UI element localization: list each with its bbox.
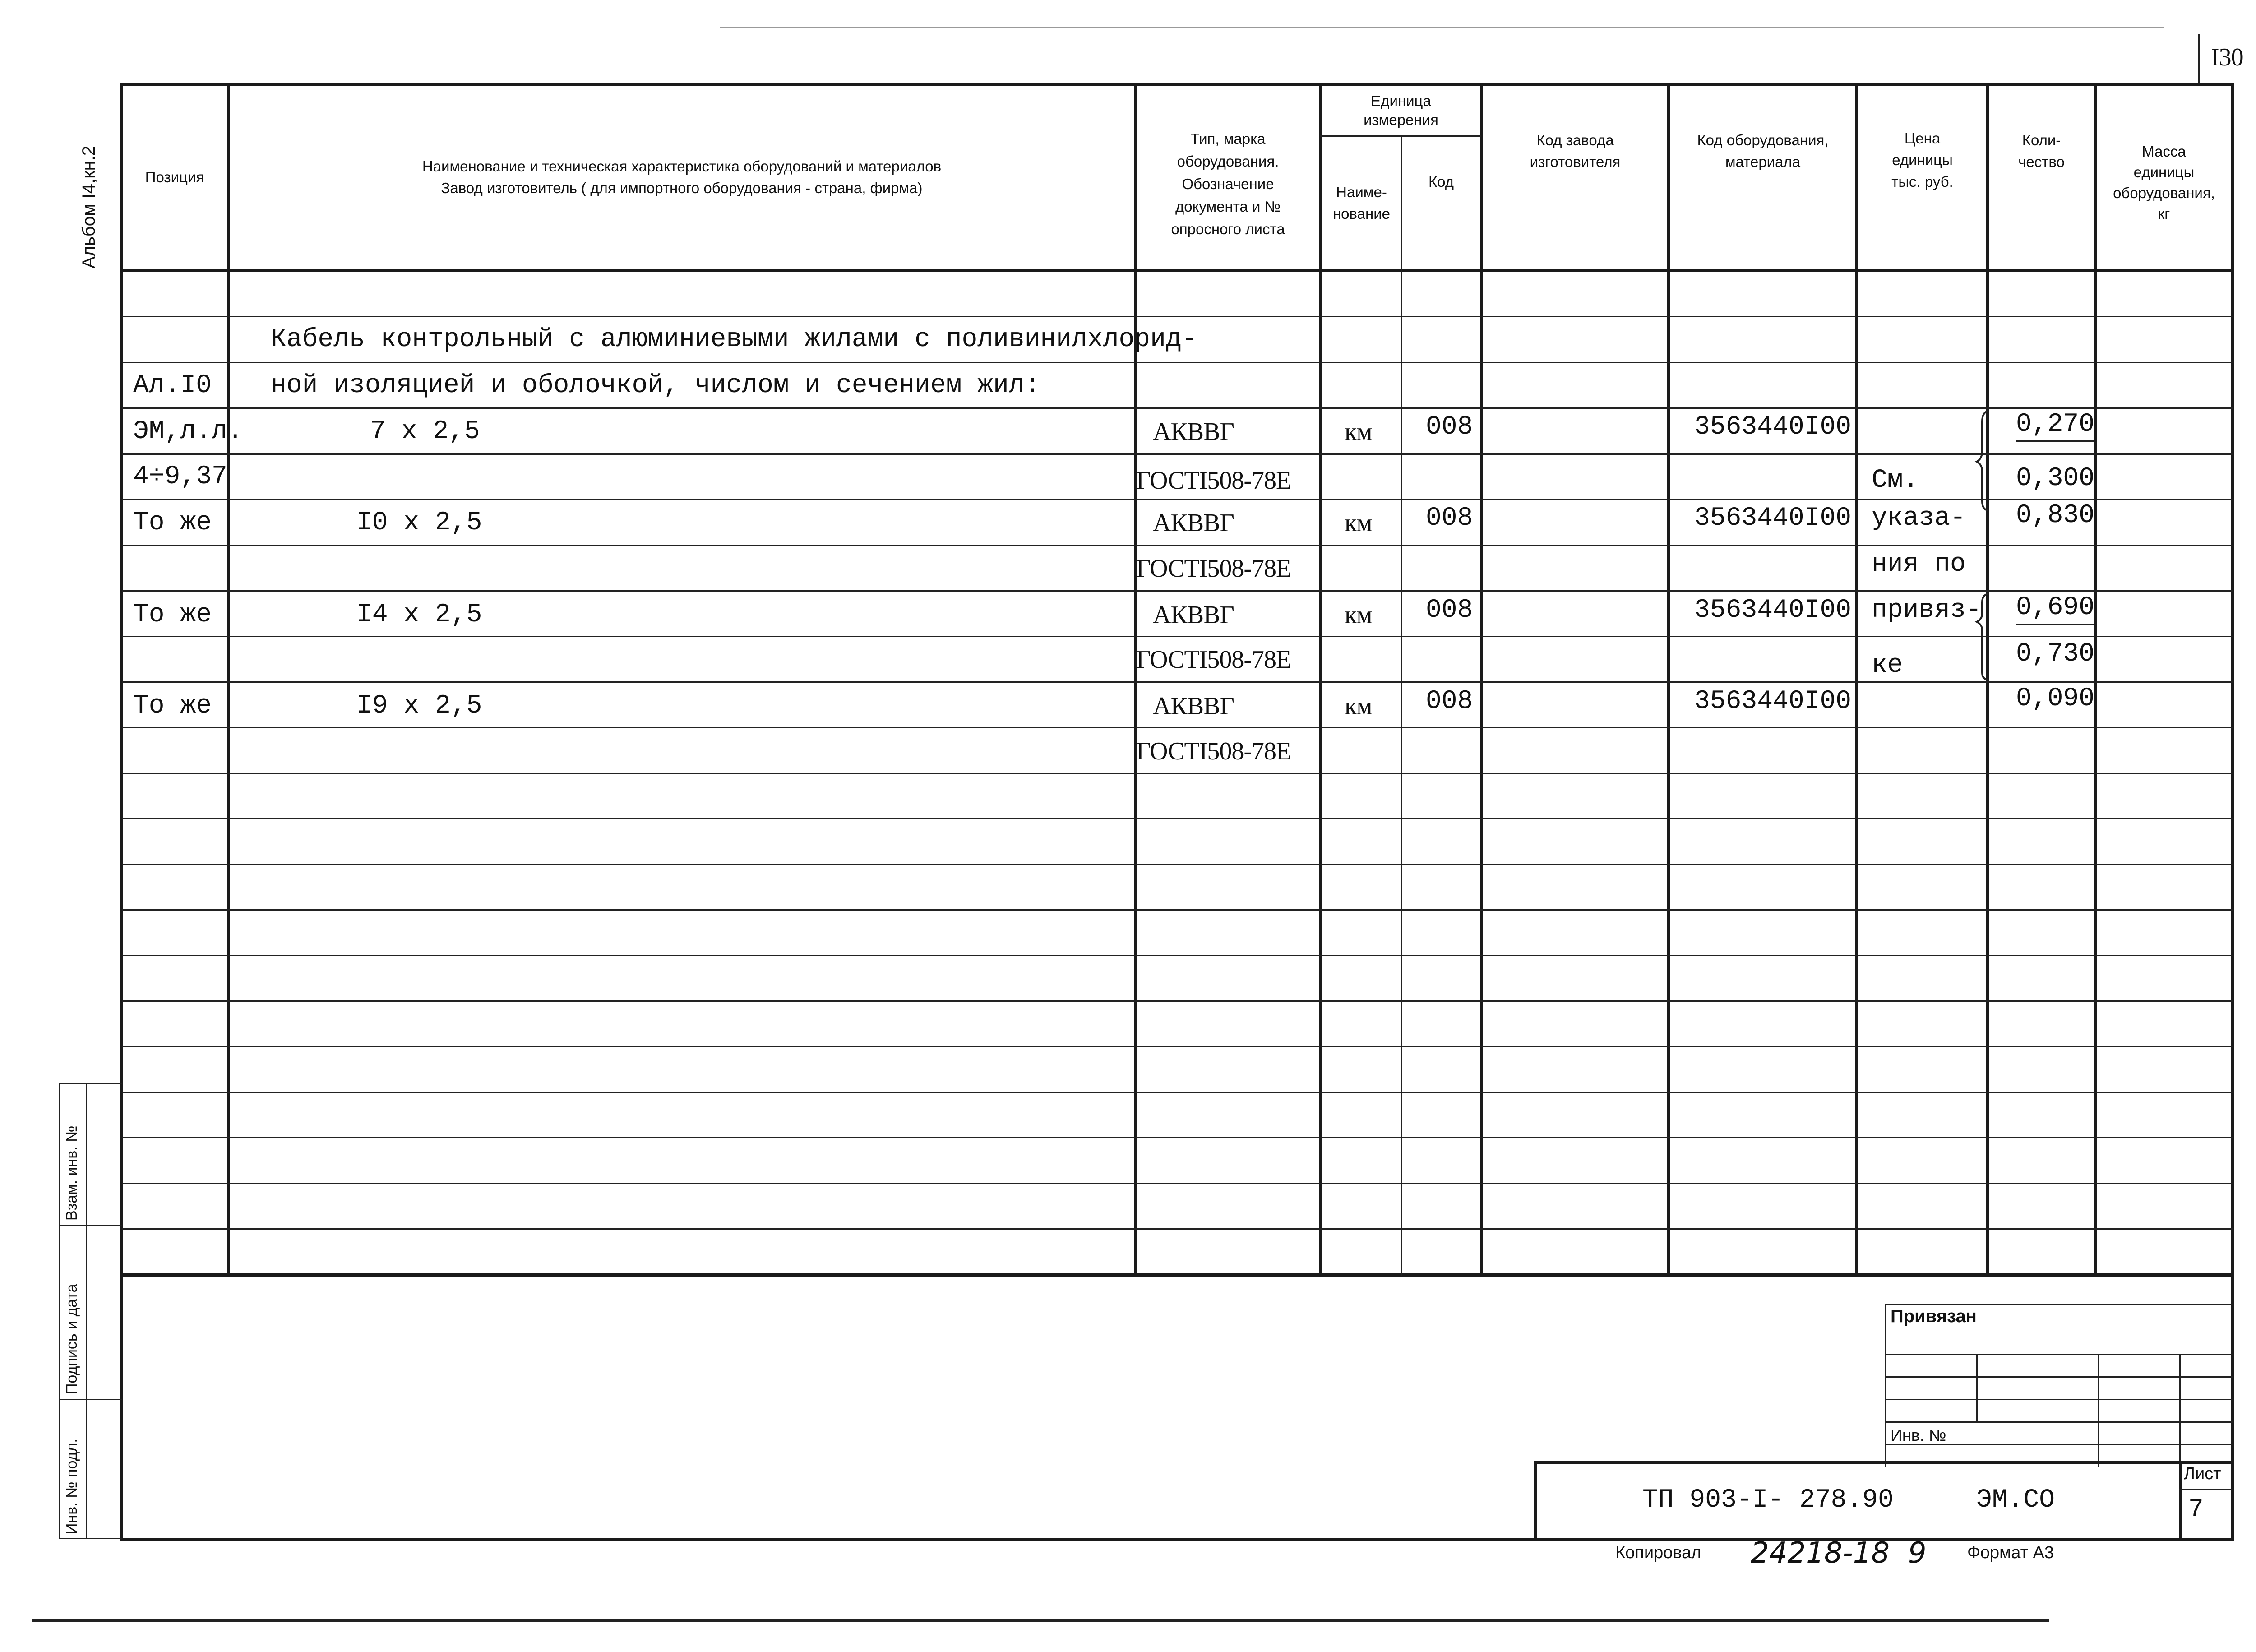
row-8-pos: То же	[133, 691, 212, 721]
row-2-type: АКВВГ	[1153, 418, 1234, 446]
sheet-number-corner: I30	[2211, 43, 2243, 71]
table-left-border	[120, 83, 123, 1540]
row-8-equip: 3563440I00	[1694, 687, 1852, 716]
row-line	[122, 1000, 2233, 1002]
header-unit-name: Наиме- нование	[1332, 183, 1391, 222]
col-sep-2	[1134, 83, 1137, 1276]
row-3-pos: 4÷9,37	[133, 462, 227, 491]
privyazan-left	[1885, 1304, 1886, 1467]
col-sep-3	[1319, 83, 1322, 1276]
code-block-left	[1534, 1461, 1537, 1540]
row-1-pos: Ал.I0	[133, 371, 212, 400]
row-4-type: АКВВГ	[1153, 509, 1234, 537]
row-line	[122, 955, 2233, 956]
col-sep-4	[1401, 135, 1402, 1276]
row-3-price: См.	[1872, 466, 1919, 495]
row-line	[122, 545, 2233, 546]
header-plant-code: Код завода изготовителя	[1530, 132, 1621, 170]
row-4-price: указа-	[1872, 504, 1966, 533]
row-9-type: ГОСТI508-78Е	[1136, 737, 1291, 765]
row-6-pos: То же	[133, 600, 212, 629]
row-line	[122, 590, 2233, 592]
kopiroval-label: Копировал	[1615, 1543, 1701, 1562]
row-8-code: 008	[1426, 687, 1473, 716]
row-3-type: ГОСТI508-78Е	[1136, 467, 1291, 495]
row-line	[122, 636, 2233, 637]
row-4-name: I0 x 2,5	[356, 508, 482, 537]
album-label: Альбом I4,кн.2	[79, 145, 99, 268]
row-line	[122, 1092, 2233, 1093]
row-1-name: ной изоляцией и оболочкой, числом и сечением жил:	[271, 371, 1040, 400]
row-line	[122, 909, 2233, 911]
row-6-price: привяз-	[1872, 596, 1982, 625]
document-code: ТП 903-I- 278.90	[1642, 1485, 1894, 1515]
privyazan-label: Привязан	[1891, 1306, 1977, 1326]
row-line	[122, 407, 2233, 409]
row-line	[122, 681, 2233, 683]
row-line	[122, 818, 2233, 819]
header-equip-code: Код оборудования, материала	[1697, 132, 1829, 170]
row-2-qty: 0,270	[2016, 409, 2094, 442]
stamp-vzam-label: Взам. инв. №	[63, 1125, 80, 1221]
row-2-unit: км	[1345, 418, 1372, 446]
header-name: Наименование и техническая характеристика оборудований и материалов Завод изготовитель ( для импортного оборудования - страна, фирма)	[422, 158, 942, 196]
table-top-border	[122, 83, 2233, 86]
header-unit-code: Код	[1428, 173, 1454, 190]
row-0-name: Кабель контрольный с алюминиевыми жилами с поливинилхлорид-	[271, 325, 1197, 354]
row-line	[122, 1137, 2233, 1138]
qty-brace-2	[1974, 591, 1992, 681]
row-6-code: 008	[1426, 596, 1473, 625]
row-6-qty: 0,690	[2016, 592, 2094, 625]
list-number: 7	[2188, 1495, 2204, 1524]
row-8-name: I9 x 2,5	[356, 691, 482, 721]
row-6-unit: км	[1345, 601, 1372, 629]
privyazan-col	[2098, 1354, 2099, 1467]
row-line	[122, 1183, 2233, 1184]
row-line	[122, 1228, 2233, 1230]
row-7-type: ГОСТI508-78Е	[1136, 646, 1291, 674]
header-type: Тип, марка оборудования. Обозначение документа и № опросного листа	[1171, 130, 1285, 237]
stamp-h-line	[59, 1083, 122, 1084]
table-right-border	[2231, 83, 2234, 1540]
row-line	[122, 453, 2233, 455]
row-3-qty: 0,300	[2016, 464, 2095, 493]
stamp-h-line	[59, 1225, 122, 1226]
row-8-unit: км	[1345, 692, 1372, 720]
col-sep-6	[1667, 83, 1670, 1276]
list-label: Лист	[2184, 1464, 2221, 1483]
row-4-equip: 3563440I00	[1694, 504, 1852, 533]
row-6-name: I4 x 2,5	[356, 600, 482, 629]
privyazan-top	[1885, 1304, 2233, 1305]
col-sep-9	[2094, 83, 2097, 1276]
col-sep-7	[1855, 83, 1858, 1276]
row-6-equip: 3563440I00	[1694, 596, 1852, 625]
list-divider	[2179, 1489, 2233, 1490]
row-line	[122, 499, 2233, 500]
privyazan-col	[2179, 1354, 2181, 1467]
stamp-left-line	[59, 1083, 60, 1539]
col-sep-1	[227, 83, 230, 1276]
privyazan-col	[1976, 1354, 1978, 1421]
row-line	[122, 1046, 2233, 1047]
row-8-qty: 0,090	[2016, 684, 2095, 713]
sheet-corner-box-left	[2198, 34, 2200, 86]
row-line	[122, 316, 2233, 317]
col-sep-5	[1480, 83, 1483, 1276]
document-mark: ЭМ.СО	[1976, 1485, 2055, 1515]
header-price: Цена единицы тыс. руб.	[1891, 130, 1953, 190]
row-8-type: АКВВГ	[1153, 692, 1234, 720]
row-2-code: 008	[1426, 412, 1473, 442]
stamp-podpis-label: Подпись и дата	[63, 1284, 80, 1394]
qty-brace-1	[1974, 408, 1992, 512]
stamp-inv-label: Инв. № подл.	[63, 1439, 80, 1534]
row-5-type: ГОСТI508-78Е	[1136, 555, 1291, 583]
inv-no-label: Инв. №	[1891, 1426, 1946, 1444]
table-bottom-border	[122, 1273, 2233, 1277]
stamp-h-line	[59, 1538, 122, 1539]
outer-frame-bottom	[32, 1619, 2049, 1622]
row-4-qty: 0,830	[2016, 501, 2095, 530]
header-qty: Коли- чество	[2018, 132, 2065, 170]
row-4-unit: км	[1345, 509, 1372, 537]
row-6-type: АКВВГ	[1153, 601, 1234, 629]
row-line	[122, 864, 2233, 865]
row-5-price: ния по	[1872, 550, 1966, 579]
row-4-code: 008	[1426, 504, 1473, 533]
header-bottom-border	[122, 269, 2233, 272]
row-2-pos: ЭМ,л.л.	[133, 417, 243, 446]
row-4-pos: То же	[133, 508, 212, 537]
row-7-price: ке	[1872, 651, 1903, 680]
stamp-mid-line	[86, 1083, 87, 1539]
row-2-name: 7 x 2,5	[370, 417, 480, 446]
row-line	[122, 773, 2233, 774]
format-label: Формат А3	[1967, 1543, 2054, 1562]
header-unit-group: Единица измерения	[1364, 93, 1438, 128]
row-line	[122, 727, 2233, 728]
row-line	[122, 362, 2233, 363]
kopiroval-handwritten: 24218-18 9	[1751, 1536, 1927, 1570]
code-block-right	[2179, 1461, 2182, 1540]
row-7-qty: 0,730	[2016, 639, 2095, 669]
stamp-h-line	[59, 1399, 122, 1400]
row-2-equip: 3563440I00	[1694, 412, 1852, 442]
header-position: Позиция	[145, 169, 204, 185]
code-block-top	[1534, 1461, 2233, 1464]
outer-frame-top	[720, 27, 2164, 28]
header-mass: Масса единицы оборудования, кг	[2113, 143, 2215, 222]
